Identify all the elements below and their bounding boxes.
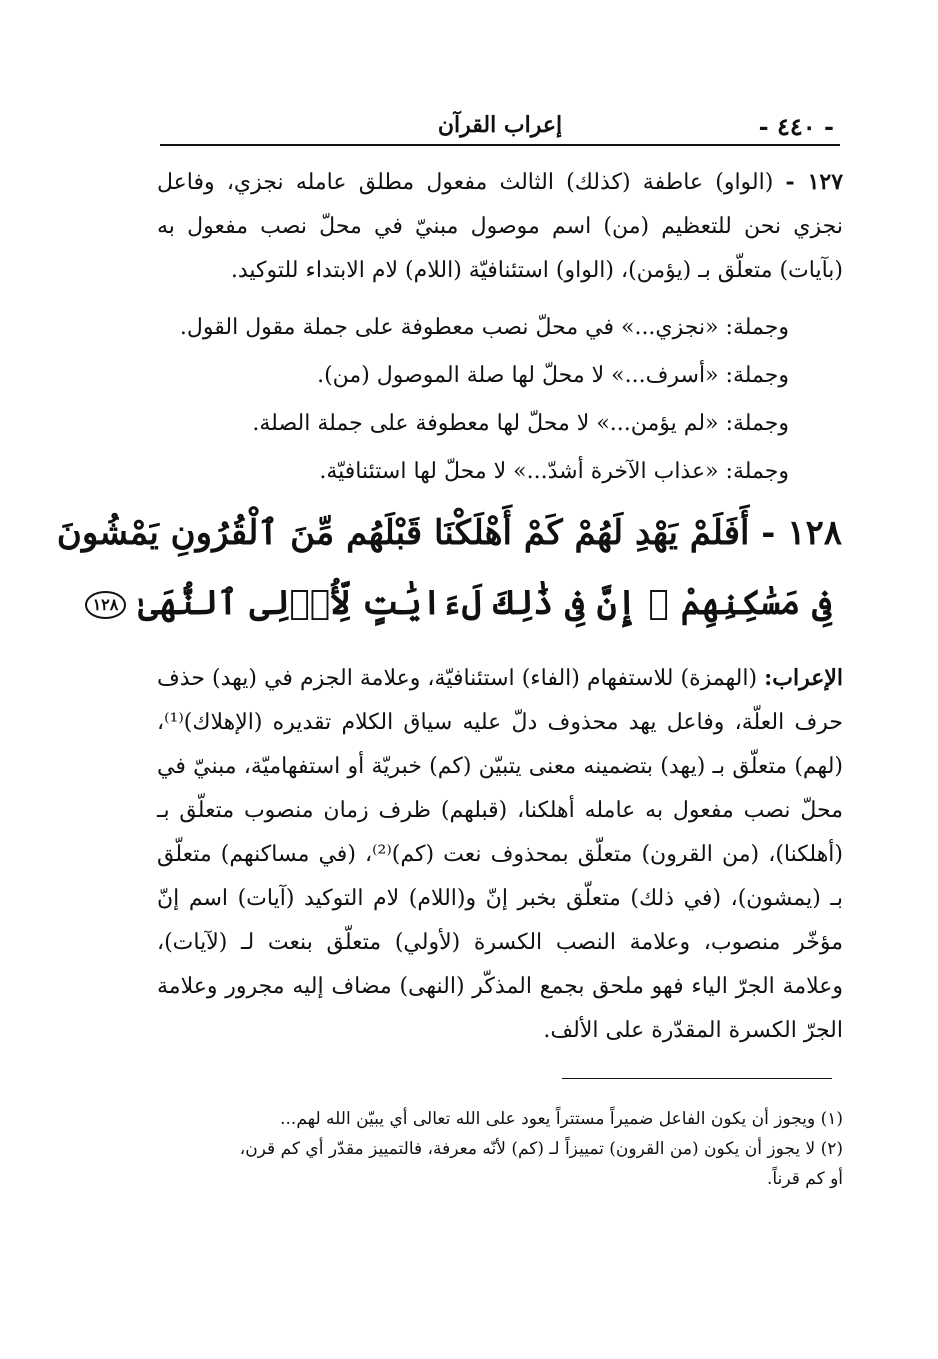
- quran-verse: [56, 498, 842, 638]
- sentence-item: وجملة: «أسرف...» لا محلّ لها صلة الموصول (من).: [317, 363, 789, 388]
- verse-line: [56, 498, 842, 568]
- page-number: - ٤٤٠ -: [758, 112, 834, 141]
- sentence-analysis-list: [157, 304, 789, 496]
- sentence-item: وجملة: «نجزي...» في محلّ نصب معطوفة على جملة مقول القول.: [179, 315, 789, 340]
- sentence-item: وجملة: «لم يؤمن...» لا محلّ لها معطوفة على جملة الصلة.: [252, 411, 789, 436]
- footnote-item: أو كم قرناً.: [767, 1169, 843, 1189]
- irab-text: (الهمزة) للاستفهام (الفاء) استئنافيّة، وعلامة الجزم في (يهد) حذف حرف العلّة، وفاعل يهد محذوف دلّ عليه سياق الكلام تقديره (الإهلاك)⁽¹⁾، (لهم) متعلّق بـ (يهد) بتضمينه معنى يتبيّن (كم) خبريّة أو استفهاميّة، مبنيّ في محلّ نصب مفعول به عامله أهلكنا، (قبلهم) ظرف زمان منصوب متعلّق بـ (أهلكنا)، (من القرون) متعلّق بمحذوف نعت (كم)⁽²⁾، (في مساكنهم) متعلّق بـ (يمشون)، (في ذلك) متعلّق بخبر إنّ و(اللام) لام التوكيد (آيات) اسم إنّ مؤخّر منصوب، وعلامة النصب الكسرة (لأولي) متعلّق بنعت لـ (لآيات)، وعلامة الجرّ الياء فهو ملحق بجمع المذكّر (النهى) مضاف إليه مجرور وعلامة الجرّ الكسرة المقدّرة على الألف.: [157, 666, 843, 1043]
- footnote-item: (١) ويجوز أن يكون الفاعل ضميراً مستتراً يعود على الله تعالى أي يبيّن الله لهم...: [280, 1109, 843, 1129]
- running-title: إعراب القرآن: [437, 112, 563, 138]
- ayah-end-marker: ١٢٨: [85, 591, 127, 619]
- irab-label: الإعراب:: [764, 665, 844, 691]
- verse-text: فِى مَسَٰكِنِهِمْ ۗ إِنَّ فِى ذَٰلِكَ لَءَايَٰتٍ لِّأُو۟لِى ٱلنُّهَىٰ: [138, 583, 832, 623]
- page-header: [160, 104, 840, 146]
- footnote-separator: [562, 1078, 832, 1079]
- verse-line: [92, 568, 842, 638]
- entry-number: ١٢٧ -: [785, 169, 844, 195]
- entry-text: (الواو) عاطفة (كذلك) الثالث مفعول مطلق عامله نجزي، وفاعل نجزي نحن للتعظيم (من) اسم موصول مبنيّ في محلّ نصب مفعول به (بآيات) متعلّق بـ (يؤمن)، (الواو) استئنافيّة (اللام) لام الابتداء للتوكيد.: [157, 170, 843, 283]
- footnotes: [157, 1104, 843, 1194]
- irab-paragraph: [157, 656, 843, 1053]
- verse-text: أَفَلَمْ يَهْدِ لَهُمْ كَمْ أَهْلَكْنَا قَبْلَهُم مِّنَ ٱلْقُرُونِ يَمْشُونَ: [56, 513, 750, 553]
- footnote-item: (٢) لا يجوز أن يكون (من القرون) تمييزاً لـ (كم) لأنّه معرفة، فالتمييز مقدّر أي كم قرن،: [239, 1139, 843, 1159]
- entry-127-paragraph: [157, 160, 843, 293]
- sentence-item: وجملة: «عذاب الآخرة أشدّ...» لا محلّ لها استئنافيّة.: [319, 459, 789, 484]
- verse-number: ١٢٨ -: [761, 513, 842, 553]
